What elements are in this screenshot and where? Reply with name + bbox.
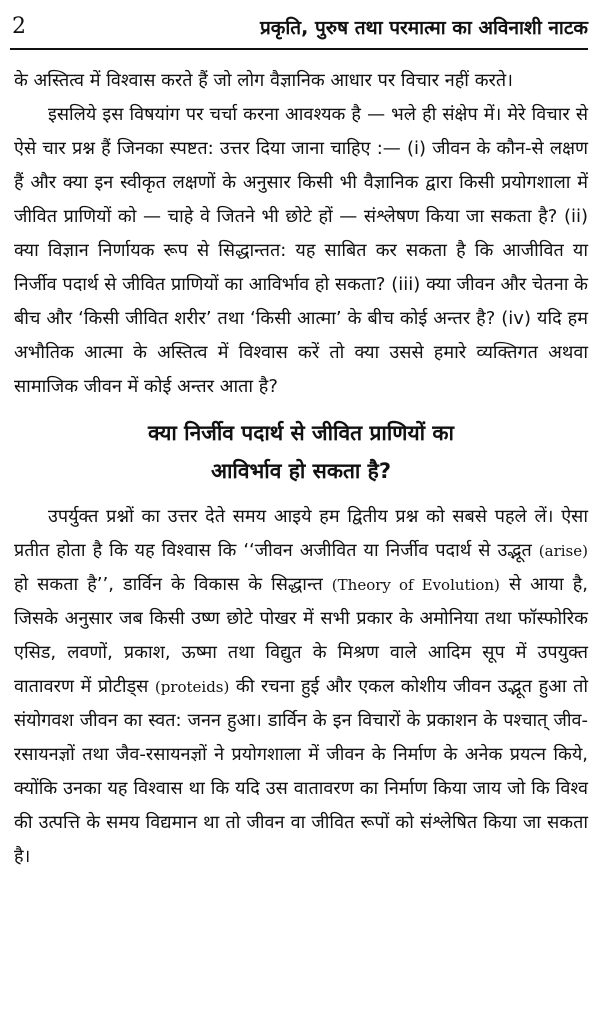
paragraph-3-text-b: हो सकता है’’, डार्विन के विकास के सिद्धान्त xyxy=(14,574,332,595)
page-number: 2 xyxy=(12,14,26,39)
page-body xyxy=(14,64,588,874)
paragraph-3-text-a: उपर्युक्त प्रश्नों का उत्तर देते समय आइये हम द्वितीय प्रश्न को सबसे पहले लें। ऐसा प्रतीत होता है कि यह विश्वास कि ‘‘जीवन अजीवित या निर्जीव पदार्थ से उद्भूत xyxy=(14,506,588,561)
section-heading xyxy=(14,414,588,490)
section-heading-line-1: क्या निर्जीव पदार्थ से जीवित प्राणियों का xyxy=(148,421,454,445)
english-term-arise: (arise) xyxy=(538,542,588,560)
english-term-theory-of-evolution: (Theory of Evolution) xyxy=(331,576,500,594)
paragraph-1: के अस्तित्व में विश्वास करते हैं जो लोग वैज्ञानिक आधार पर विचार नहीं करते। xyxy=(14,70,513,91)
section-heading-line-2: आविर्भाव हो सकता है? xyxy=(210,459,392,483)
paragraph-3-text-d: की रचना हुई और एकल कोशीय जीवन उद्भूत हुआ तो संयोगवश जीवन का स्वत: जनन हुआ। डार्विन के इन विचारों के प्रकाशन के पश्चात् जीव-रसायनज्ञों तथा जैव-रसायनज्ञों ने प्रयोगशाला में जीवन के निर्माण के अनेक प्रयत्न किये, क्योंकि उनका यह विश्वास था कि यदि उस वातावरण का निर्माण किया जाय जो कि विश्व की उत्पत्ति के समय विद्यमान था तो जीवन वा जीवित रूपों को संश्लेषित किया जा सकता है। xyxy=(14,676,588,867)
page-header xyxy=(10,8,588,50)
running-title: प्रकृति, पुरुष तथा परमात्मा का अविनाशी नाटक xyxy=(259,17,588,39)
paragraph-2: इसलिये इस विषयांग पर चर्चा करना आवश्यक है — भले ही संक्षेप में। मेरे विचार से ऐसे चार प्रश्न हैं जिनका स्पष्टत: उत्तर दिया जाना चाहिए :— (i) जीवन के कौन-से लक्षण हैं और क्या इन स्वीकृत लक्षणों के अनुसार किसी भी वैज्ञानिक द्वारा किसी प्रयोगशाला में जीवित प्राणियों को — चाहे वे जितने भी छोटे हों — संश्लेषण किया जा सकता है? (ii) क्या विज्ञान निर्णायक रूप से सिद्धान्तत: यह साबित कर सकता है कि आजीवित या निर्जीव पदार्थ से जीवित प्राणियों का आविर्भाव हो सकता? (iii) क्या जीवन और चेतना के बीच और ‘किसी जीवित शरीर’ तथा ‘किसी आत्मा’ के बीच कोई अन्तर है? (iv) यदि हम अभौतिक आत्मा के अस्तित्व में विश्वास करें तो क्या उससे हमारे व्यक्तिगत अथवा सामाजिक जीवन में कोई अन्तर आता है? xyxy=(14,104,588,397)
paragraph-3 xyxy=(14,500,588,874)
paragraph-3-text-c: से आया है, जिसके अनुसार जब किसी उष्ण छोटे पोखर में सभी प्रकार के अमोनिया तथा फॉस्फोरिक एसिड, लवणों, प्रकाश, ऊष्मा तथा विद्युत के मिश्रण वाले आदिम सूप में उपयुक्त वातावरण में प्रोटीड्स xyxy=(14,574,588,697)
english-term-proteids: (proteids) xyxy=(154,678,230,696)
